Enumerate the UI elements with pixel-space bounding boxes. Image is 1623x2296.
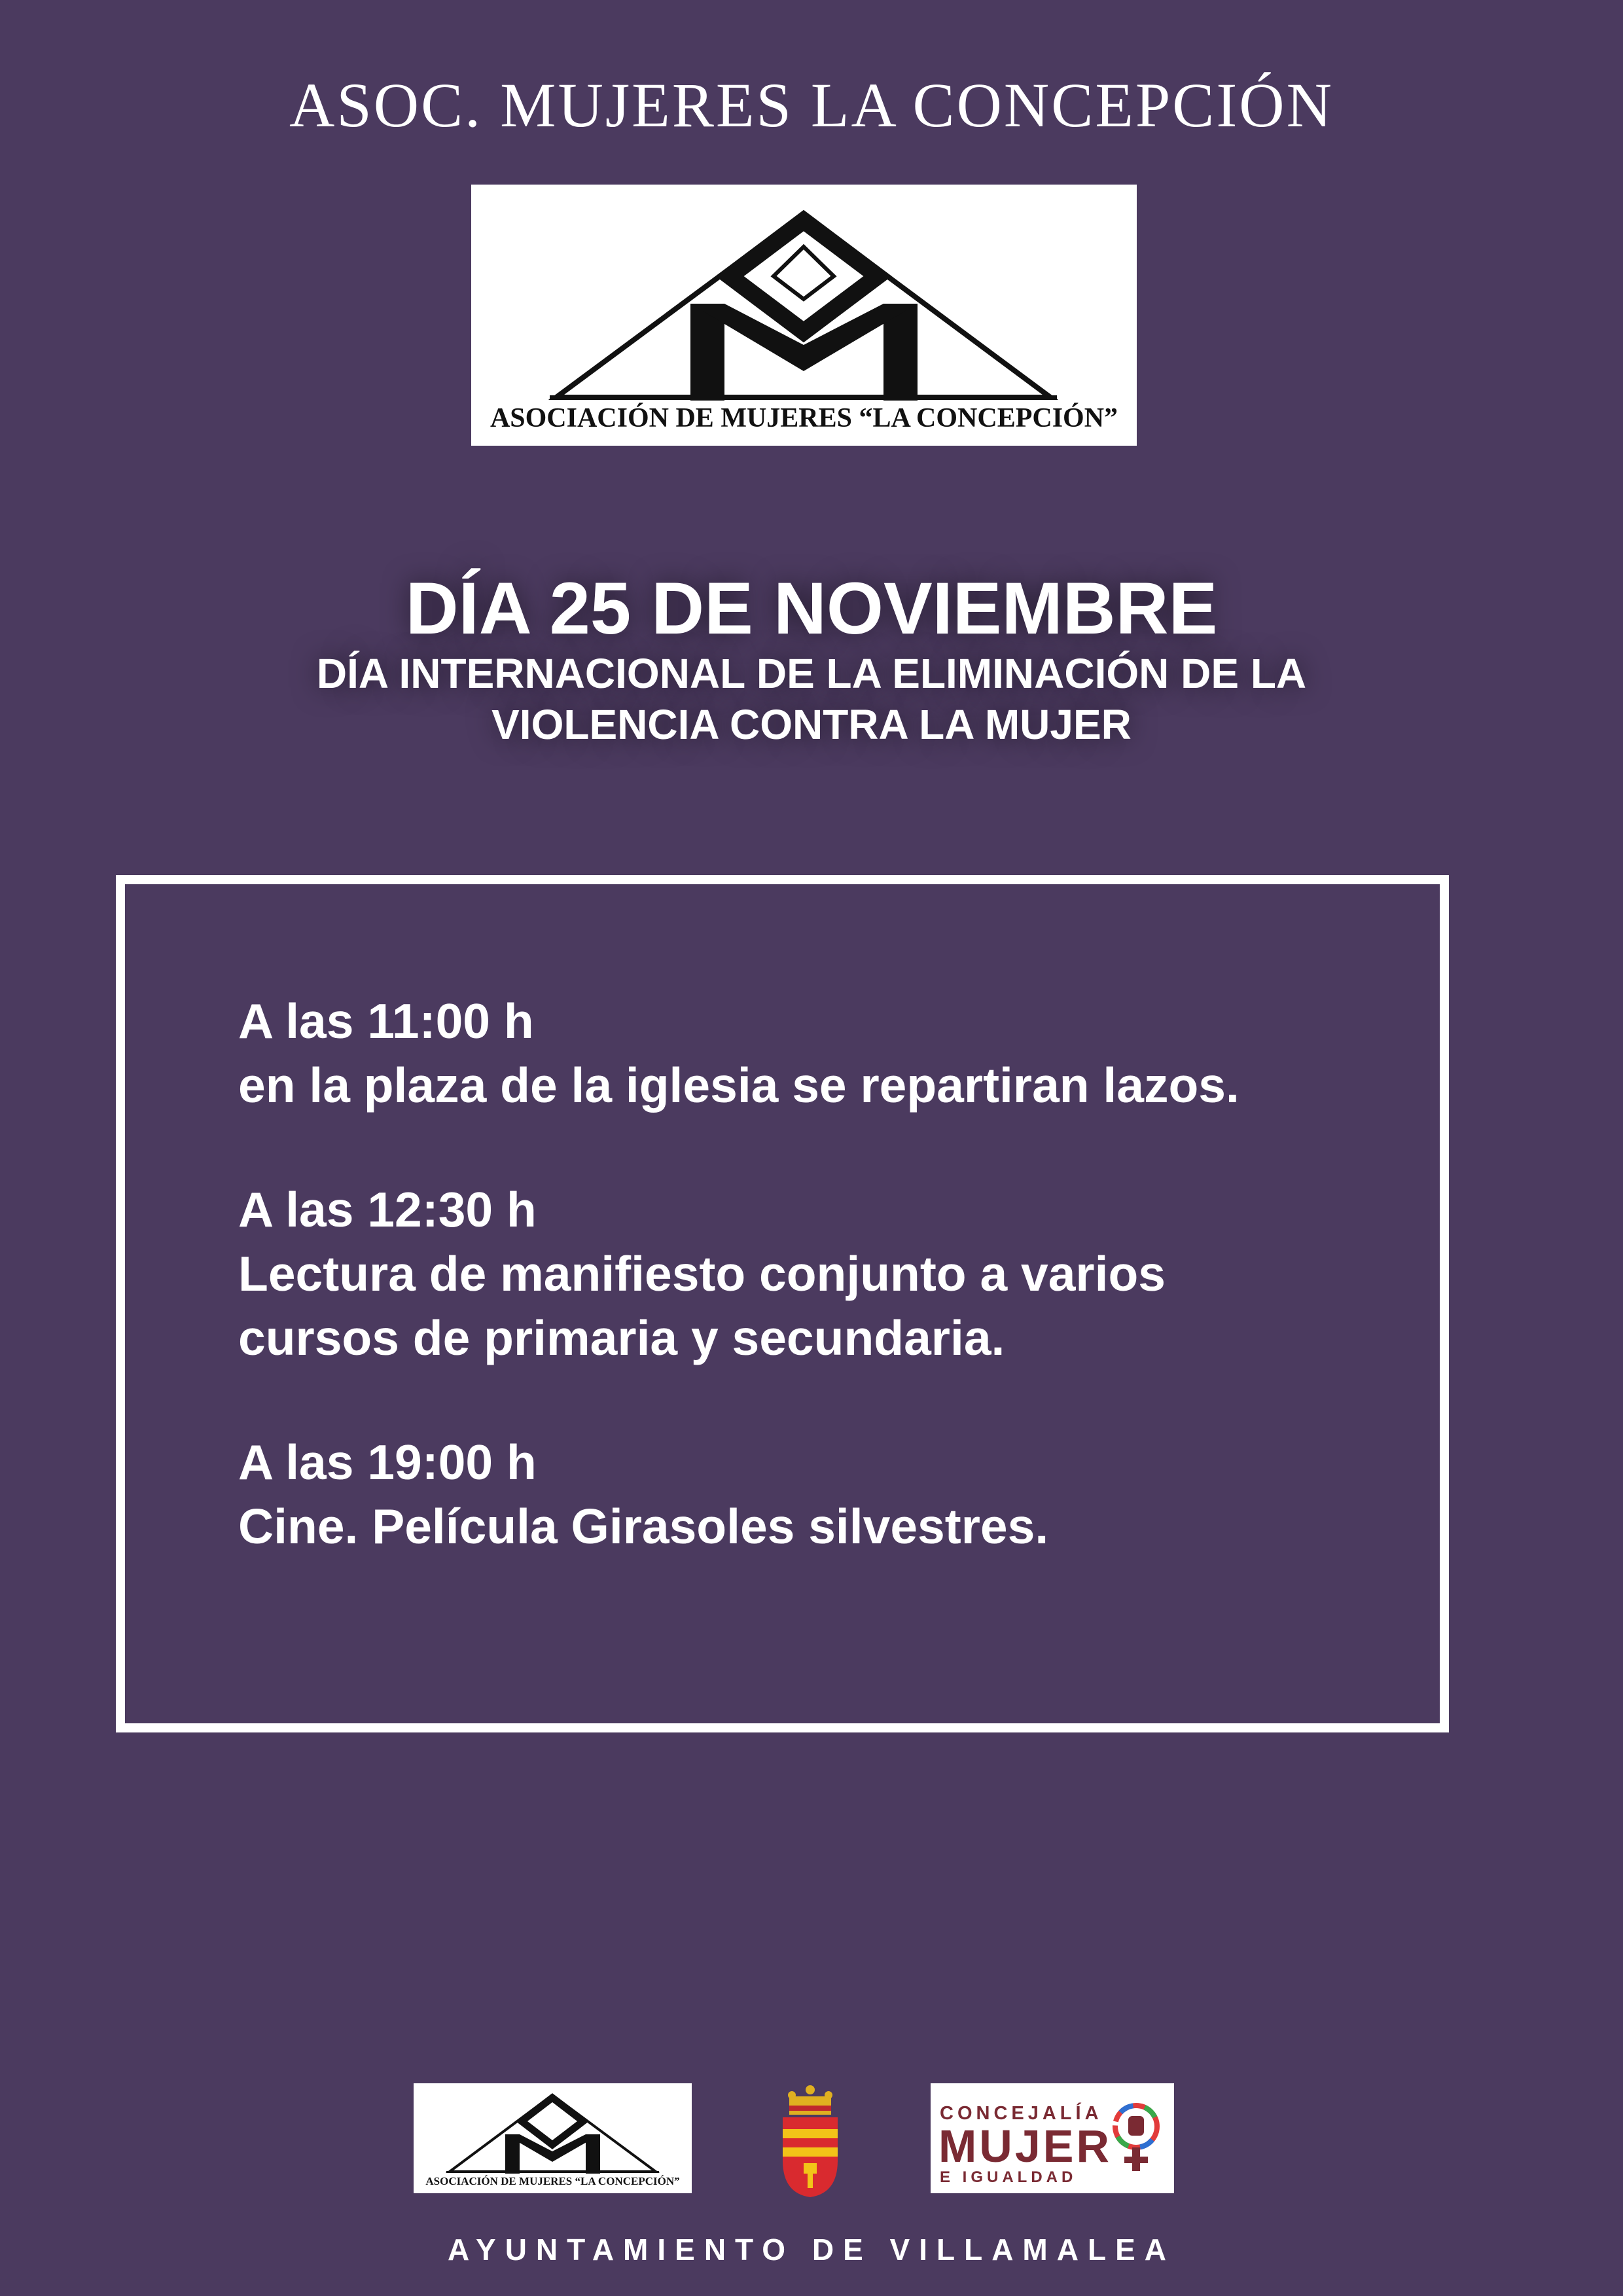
concejalia-mid-text: MUJER — [938, 2121, 1113, 2172]
association-logo — [471, 185, 1137, 446]
organization-title: ASOC. MUJERES LA CONCEPCIÓN — [289, 70, 1334, 140]
logo-caption: ASOCIACIÓN DE MUJERES “LA CONCEPCIÓN” — [490, 403, 1118, 433]
footer-logos — [0, 2083, 1623, 2195]
event-item — [238, 1177, 1414, 1370]
event-time: A las 12:30 h — [238, 1182, 537, 1237]
event-description: en la plaza de la iglesia se repartiran lazos. — [238, 1058, 1240, 1113]
event-date-title: DÍA 25 DE NOVIEMBRE — [405, 567, 1218, 649]
subtitle-line-1: DÍA INTERNACIONAL DE LA ELIMINACIÓN DE LA — [316, 650, 1307, 697]
association-logo-small — [414, 2083, 692, 2193]
event-description: Lectura de manifiesto conjunto a varios — [238, 1246, 1166, 1301]
feminist-symbol-icon — [1109, 2102, 1164, 2174]
concejalia-logo — [931, 2083, 1174, 2193]
events-list — [238, 989, 1414, 1619]
small-logo-caption: ASOCIACIÓN DE MUJERES “LA CONCEPCIÓN” — [425, 2175, 680, 2187]
ayuntamiento-footer: AYUNTAMIENTO DE VILLAMALEA — [448, 2233, 1175, 2267]
concejalia-top-text: CONCEJALÍA — [940, 2103, 1103, 2124]
event-description: cursos de primaria y secundaria. — [238, 1310, 1005, 1365]
municipal-crest-icon — [777, 2083, 843, 2198]
event-item — [238, 1430, 1414, 1558]
event-time: A las 19:00 h — [238, 1435, 537, 1490]
event-item — [238, 989, 1414, 1117]
events-frame — [116, 875, 1449, 1732]
event-description: Cine. Película Girasoles silvestres. — [238, 1499, 1049, 1554]
concejalia-bottom-text: E IGUALDAD — [940, 2168, 1077, 2186]
subtitle-line-2: VIOLENCIA CONTRA LA MUJER — [491, 701, 1132, 749]
event-time: A las 11:00 h — [238, 994, 534, 1049]
event-subtitle — [196, 648, 1427, 750]
